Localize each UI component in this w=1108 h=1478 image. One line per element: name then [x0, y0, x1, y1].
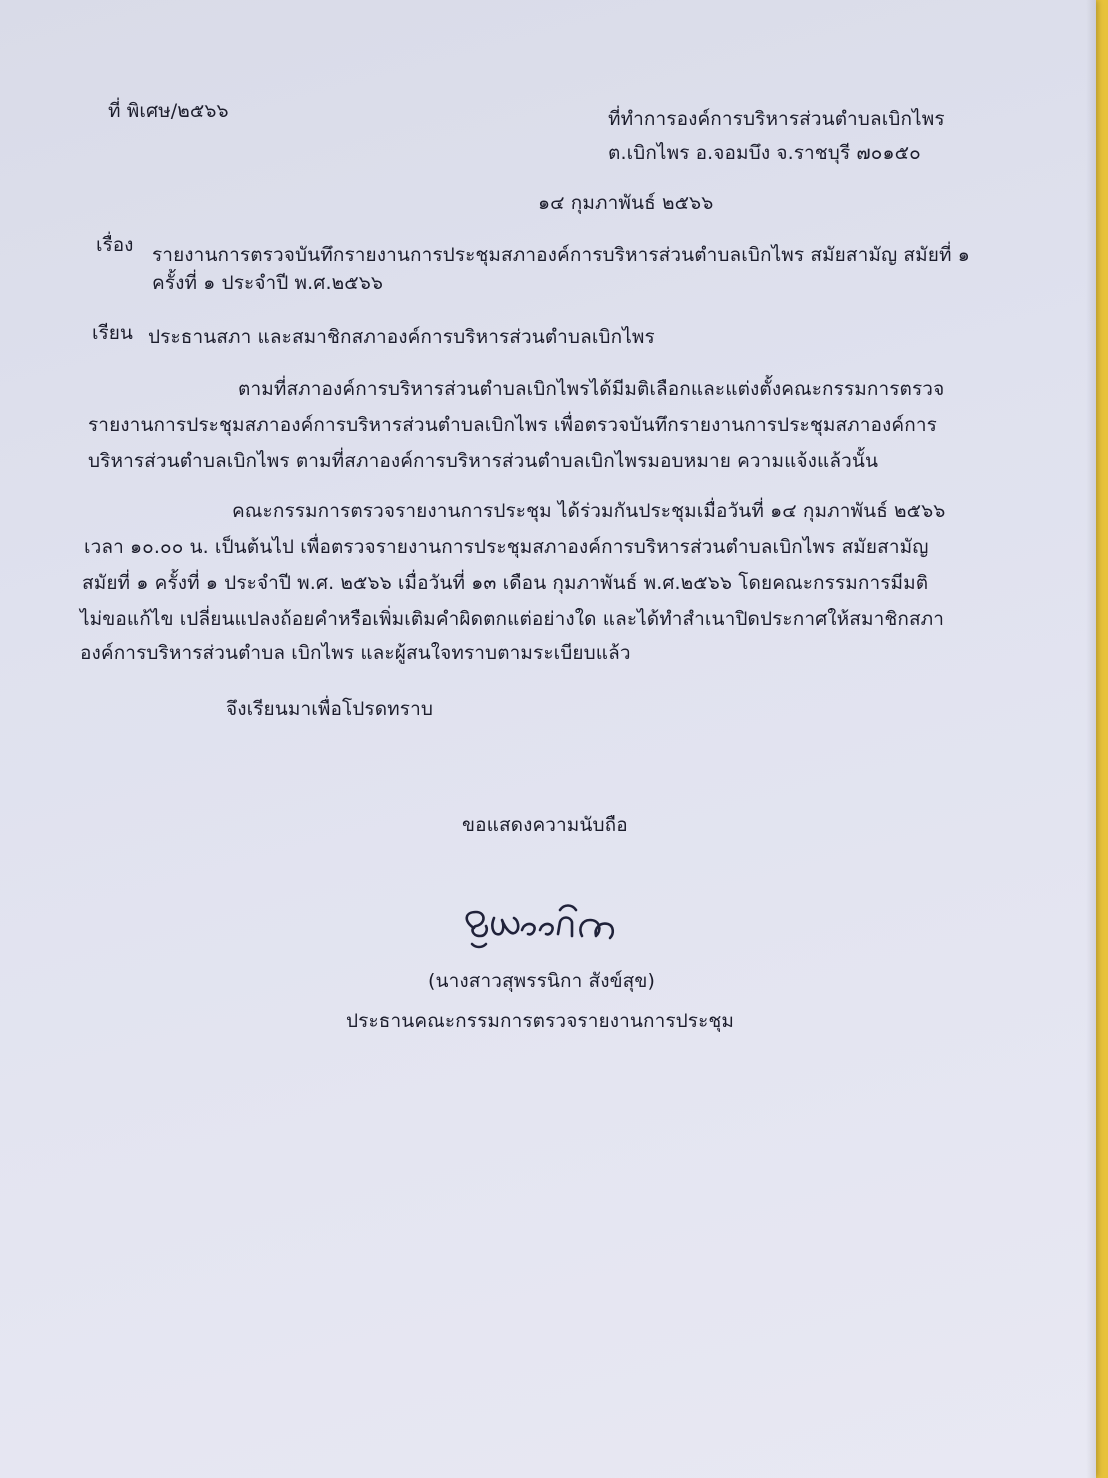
office-address-line1: ที่ทำการองค์การบริหารส่วนตำบลเบิกไพร	[608, 108, 945, 130]
office-address-line2: ต.เบิกไพร อ.จอมบึง จ.ราชบุรี ๗๐๑๕๐	[608, 142, 921, 164]
body-para1-line3: บริหารส่วนตำบลเบิกไพร ตามที่สภาองค์การบริหารส่วนตำบลเบิกไพรมอบหมาย ความแจ้งแล้วนั้น	[88, 450, 879, 472]
subject-line2: ครั้งที่ ๑ ประจำปี พ.ศ.๒๕๖๖	[152, 272, 384, 294]
closing-request: จึงเรียนมาเพื่อโปรดทราบ	[226, 698, 434, 720]
body-para2-line3: สมัยที่ ๑ ครั้งที่ ๑ ประจำปี พ.ศ. ๒๕๖๖ เมื่อวันที่ ๑๓ เดือน กุมภาพันธ์ พ.ศ.๒๕๖๖ โดยคณะกรรมการมีมติ	[82, 572, 929, 594]
signer-name: (นางสาวสุพรรนิกา สังข์สุข)	[428, 970, 655, 992]
subject-label: เรื่อง	[96, 234, 134, 256]
handwritten-signature	[450, 898, 630, 968]
body-para2-line5: องค์การบริหารส่วนตำบล เบิกไพร และผู้สนใจทราบตามระเบียบแล้ว	[80, 642, 631, 664]
salutation: ขอแสดงความนับถือ	[462, 814, 628, 836]
body-para1-line1: ตามที่สภาองค์การบริหารส่วนตำบลเบิกไพรได้มีมติเลือกและแต่งตั้งคณะกรรมการตรวจ	[238, 378, 945, 400]
subject-line1: รายงานการตรวจบันทึกรายงานการประชุมสภาองค์การบริหารส่วนตำบลเบิกไพร สมัยสามัญ สมัยที่ ๑	[152, 244, 970, 266]
letter-date: ๑๔ กุมภาพันธ์ ๒๕๖๖	[538, 192, 714, 214]
body-para2-line1: คณะกรรมการตรวจรายงานการประชุม ได้ร่วมกันประชุมเมื่อวันที่ ๑๔ กุมภาพันธ์ ๒๕๖๖	[232, 500, 946, 522]
signer-position: ประธานคณะกรรมการตรวจรายงานการประชุม	[346, 1010, 735, 1032]
body-para1-line2: รายงานการประชุมสภาองค์การบริหารส่วนตำบลเบิกไพร เพื่อตรวจบันทึกรายงานการประชุมสภาองค์การ	[88, 414, 937, 436]
recipient-label: เรียน	[92, 322, 133, 344]
body-para2-line4: ไม่ขอแก้ไข เปลี่ยนแปลงถ้อยคำหรือเพิ่มเติมคำผิดตกแต่อย่างใด และได้ทำสำเนาปิดประกาศให้สมาชิกสภา	[80, 608, 945, 630]
recipient-text: ประธานสภา และสมาชิกสภาองค์การบริหารส่วนตำบลเบิกไพร	[148, 326, 655, 348]
reference-number: ที่ พิเศษ/๒๕๖๖	[108, 100, 229, 122]
body-para2-line2: เวลา ๑๐.๐๐ น. เป็นต้นไป เพื่อตรวจรายงานการประชุมสภาองค์การบริหารส่วนตำบลเบิกไพร สมัยสามัญ	[84, 536, 929, 558]
signature-script	[630, 898, 631, 899]
